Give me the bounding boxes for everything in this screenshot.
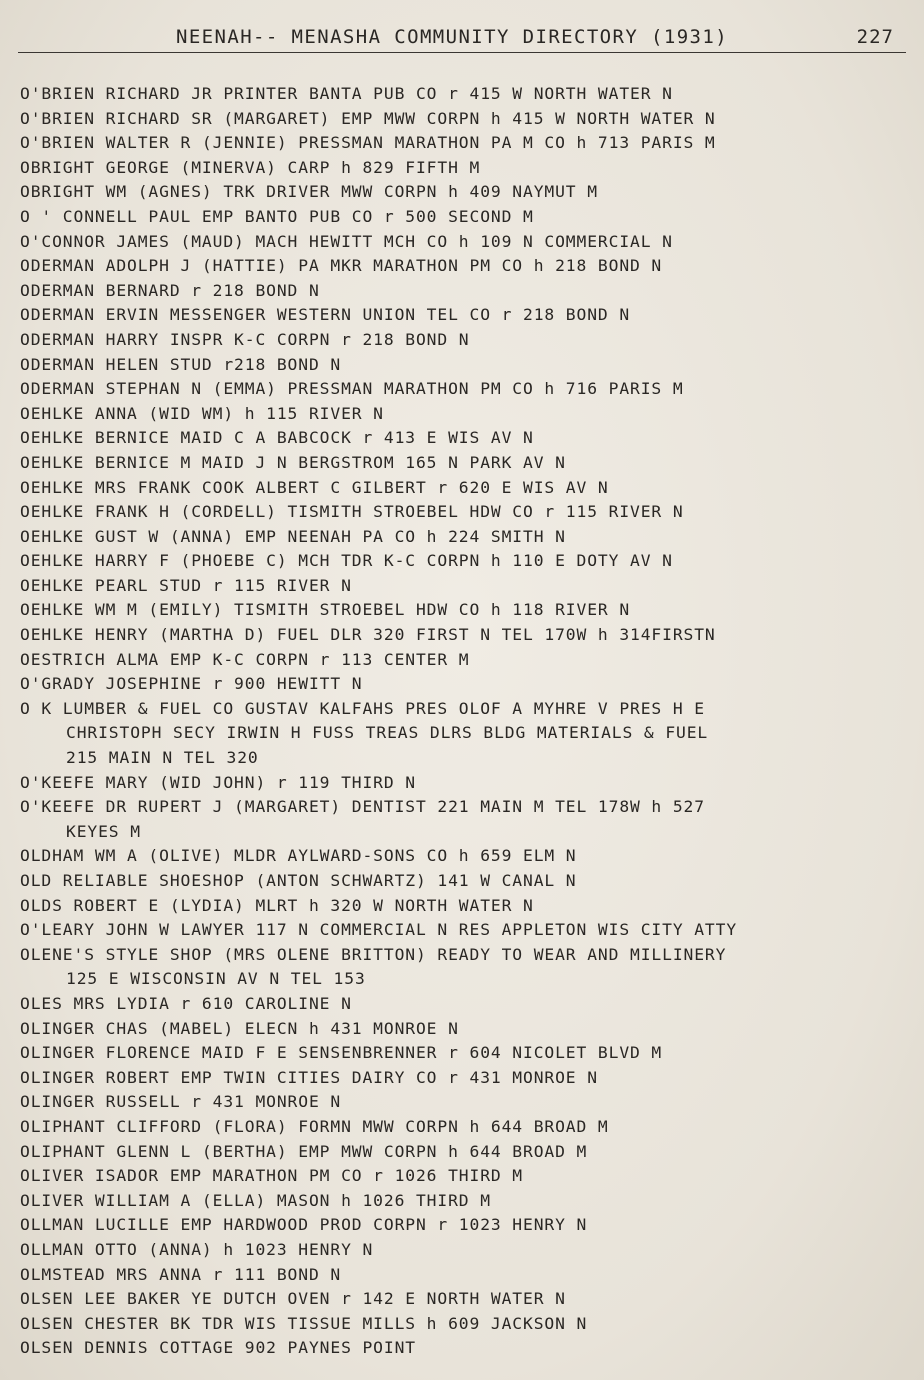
directory-entry: [20, 131, 910, 156]
entry-line: O'CONNOR JAMES (MAUD) MACH HEWITT MCH CO h 109 N COMMERCIAL N: [20, 231, 673, 251]
entry-line: O'KEEFE DR RUPERT J (MARGARET) DENTIST 221 MAIN M TEL 178W h 527: [20, 797, 705, 817]
entry-line: O'BRIEN WALTER R (JENNIE) PRESSMAN MARATHON PA M CO h 713 PARIS M: [20, 133, 716, 153]
directory-entry: [20, 943, 910, 992]
directory-entry: [20, 402, 910, 427]
entry-line: OEHLKE FRANK H (CORDELL) TISMITH STROEBEL HDW CO r 115 RIVER N: [20, 502, 684, 522]
entry-line: OLLMAN OTTO (ANNA) h 1023 HENRY N: [20, 1239, 374, 1259]
directory-entries: [20, 82, 910, 1361]
directory-entry: [20, 451, 910, 476]
entry-line: O'GRADY JOSEPHINE r 900 HEWITT N: [20, 674, 363, 694]
entry-line: OBRIGHT GEORGE (MINERVA) CARP h 829 FIFTH M: [20, 157, 481, 177]
directory-entry: [20, 1189, 910, 1214]
entry-line: OLSEN DENNIS COTTAGE 902 PAYNES POINT: [20, 1338, 416, 1358]
directory-entry: [20, 844, 910, 869]
directory-entry: [20, 1213, 910, 1238]
directory-entry: [20, 598, 910, 623]
directory-entry: [20, 1238, 910, 1263]
entry-line: OLINGER RUSSELL r 431 MONROE N: [20, 1092, 342, 1112]
directory-entry: [20, 254, 910, 279]
entry-line: OLD RELIABLE SHOESHOP (ANTON SCHWARTZ) 141 W CANAL N: [20, 871, 577, 890]
entry-line: OLINGER ROBERT EMP TWIN CITIES DAIRY CO r 431 MONROE N: [20, 1067, 598, 1087]
entry-line: OLINGER CHAS (MABEL) ELECN h 431 MONROE N: [20, 1018, 459, 1038]
entry-line: OLIVER ISADOR EMP MARATHON PM CO r 1026 THIRD M: [20, 1166, 524, 1186]
directory-entry: [20, 672, 910, 697]
entry-line: OEHLKE WM M (EMILY) TISMITH STROEBEL HDW CO h 118 RIVER N: [20, 600, 631, 620]
directory-entry: [20, 1263, 910, 1288]
entry-line: O ' CONNELL PAUL EMP BANTO PUB CO r 500 SECOND M: [20, 206, 534, 226]
entry-line: OEHLKE PEARL STUD r 115 RIVER N: [20, 575, 352, 595]
entry-line: ODERMAN HELEN STUD r218 BOND N: [20, 354, 342, 374]
directory-entry: [20, 1066, 910, 1091]
entry-line: OLSEN CHESTER BK TDR WIS TISSUE MILLS h 609 JACKSON N: [20, 1313, 588, 1333]
entry-continuation-line: KEYES M: [66, 821, 141, 841]
directory-entry: [20, 476, 910, 501]
entry-line: OEHLKE HENRY (MARTHA D) FUEL DLR 320 FIRST N TEL 170W h 314FIRSTN: [20, 625, 716, 645]
directory-entry: [20, 1017, 910, 1042]
directory-entry: [20, 1140, 910, 1165]
entry-line: OEHLKE MRS FRANK COOK ALBERT C GILBERT r 620 E WIS AV N: [20, 477, 609, 497]
directory-entry: [20, 156, 910, 181]
directory-entry: [20, 869, 910, 894]
entry-line: ODERMAN BERNARD r 218 BOND N: [20, 280, 320, 300]
directory-entry: [20, 279, 910, 304]
entry-line: OLINGER FLORENCE MAID F E SENSENBRENNER r 604 NICOLET BLVD M: [20, 1043, 663, 1063]
directory-entry: [20, 525, 910, 550]
entry-line: OLIVER WILLIAM A (ELLA) MASON h 1026 THIRD M: [20, 1190, 491, 1210]
entry-line: OLLMAN LUCILLE EMP HARDWOOD PROD CORPN r 1023 HENRY N: [20, 1215, 588, 1235]
entry-line: O'BRIEN RICHARD JR PRINTER BANTA PUB CO r 415 W NORTH WATER N: [20, 84, 673, 103]
directory-entry: [20, 574, 910, 599]
directory-entry: [20, 1090, 910, 1115]
entry-line: OEHLKE HARRY F (PHOEBE C) MCH TDR K-C CORPN h 110 E DOTY AV N: [20, 551, 673, 571]
directory-entry: [20, 771, 910, 796]
entry-line: OEHLKE GUST W (ANNA) EMP NEENAH PA CO h 224 SMITH N: [20, 526, 566, 546]
directory-entry: [20, 918, 910, 943]
entry-continuation-line: 215 MAIN N TEL 320: [66, 748, 259, 768]
entry-line: OESTRICH ALMA EMP K-C CORPN r 113 CENTER M: [20, 649, 470, 669]
entry-line: OBRIGHT WM (AGNES) TRK DRIVER MWW CORPN h 409 NAYMUT M: [20, 182, 598, 202]
entry-line: ODERMAN STEPHAN N (EMMA) PRESSMAN MARATHON PM CO h 716 PARIS M: [20, 379, 684, 399]
entry-line: ODERMAN HARRY INSPR K-C CORPN r 218 BOND N: [20, 329, 470, 349]
directory-entry: [20, 1312, 910, 1337]
entry-line: OLDS ROBERT E (LYDIA) MLRT h 320 W NORTH WATER N: [20, 895, 534, 915]
page-header: [0, 20, 924, 56]
directory-entry: [20, 623, 910, 648]
directory-entry: [20, 697, 910, 771]
entry-line: O'KEEFE MARY (WID JOHN) r 119 THIRD N: [20, 772, 416, 792]
directory-entry: [20, 549, 910, 574]
entry-line: OLIPHANT GLENN L (BERTHA) EMP MWW CORPN h 644 BROAD M: [20, 1141, 588, 1161]
entry-line: OLES MRS LYDIA r 610 CAROLINE N: [20, 993, 352, 1013]
entry-line: O'LEARY JOHN W LAWYER 117 N COMMERCIAL N RES APPLETON WIS CITY ATTY: [20, 920, 738, 940]
directory-entry: [20, 107, 910, 132]
directory-entry: [20, 205, 910, 230]
directory-entry: [20, 894, 910, 919]
directory-entry: [20, 230, 910, 255]
directory-entry: [20, 1041, 910, 1066]
page-title: NEENAH-- MENASHA COMMUNITY DIRECTORY (1931): [176, 26, 729, 48]
directory-entry: [20, 795, 910, 844]
entry-continuation-line: CHRISTOPH SECY IRWIN H FUSS TREAS DLRS BLDG MATERIALS & FUEL: [66, 723, 709, 743]
entry-line: O K LUMBER & FUEL CO GUSTAV KALFAHS PRES OLOF A MYHRE V PRES H E: [20, 698, 705, 718]
entry-line: ODERMAN ADOLPH J (HATTIE) PA MKR MARATHON PM CO h 218 BOND N: [20, 256, 663, 276]
directory-entry: [20, 353, 910, 378]
directory-entry: [20, 303, 910, 328]
entry-line: OLENE'S STYLE SHOP (MRS OLENE BRITTON) READY TO WEAR AND MILLINERY: [20, 944, 727, 964]
directory-entry: [20, 1336, 910, 1361]
directory-entry: [20, 1115, 910, 1140]
entry-line: OEHLKE BERNICE MAID C A BABCOCK r 413 E WIS AV N: [20, 428, 534, 448]
entry-line: OEHLKE ANNA (WID WM) h 115 RIVER N: [20, 403, 384, 423]
directory-entry: [20, 992, 910, 1017]
directory-entry: [20, 82, 910, 107]
header-rule: [18, 52, 906, 53]
directory-entry: [20, 377, 910, 402]
entry-continuation-line: 125 E WISCONSIN AV N TEL 153: [66, 969, 366, 989]
directory-entry: [20, 180, 910, 205]
entry-line: ODERMAN ERVIN MESSENGER WESTERN UNION TEL CO r 218 BOND N: [20, 305, 631, 325]
directory-entry: [20, 500, 910, 525]
directory-entry: [20, 1287, 910, 1312]
directory-entry: [20, 426, 910, 451]
directory-entry: [20, 328, 910, 353]
entry-line: O'BRIEN RICHARD SR (MARGARET) EMP MWW CORPN h 415 W NORTH WATER N: [20, 108, 716, 128]
directory-entry: [20, 1164, 910, 1189]
directory-entry: [20, 648, 910, 673]
entry-line: OLIPHANT CLIFFORD (FLORA) FORMN MWW CORPN h 644 BROAD M: [20, 1116, 609, 1136]
entry-line: OLDHAM WM A (OLIVE) MLDR AYLWARD-SONS CO h 659 ELM N: [20, 846, 577, 866]
entry-line: OEHLKE BERNICE M MAID J N BERGSTROM 165 N PARK AV N: [20, 452, 566, 472]
entry-line: OLSEN LEE BAKER YE DUTCH OVEN r 142 E NORTH WATER N: [20, 1289, 566, 1309]
entry-line: OLMSTEAD MRS ANNA r 111 BOND N: [20, 1264, 342, 1284]
page-number: 227: [856, 26, 894, 48]
